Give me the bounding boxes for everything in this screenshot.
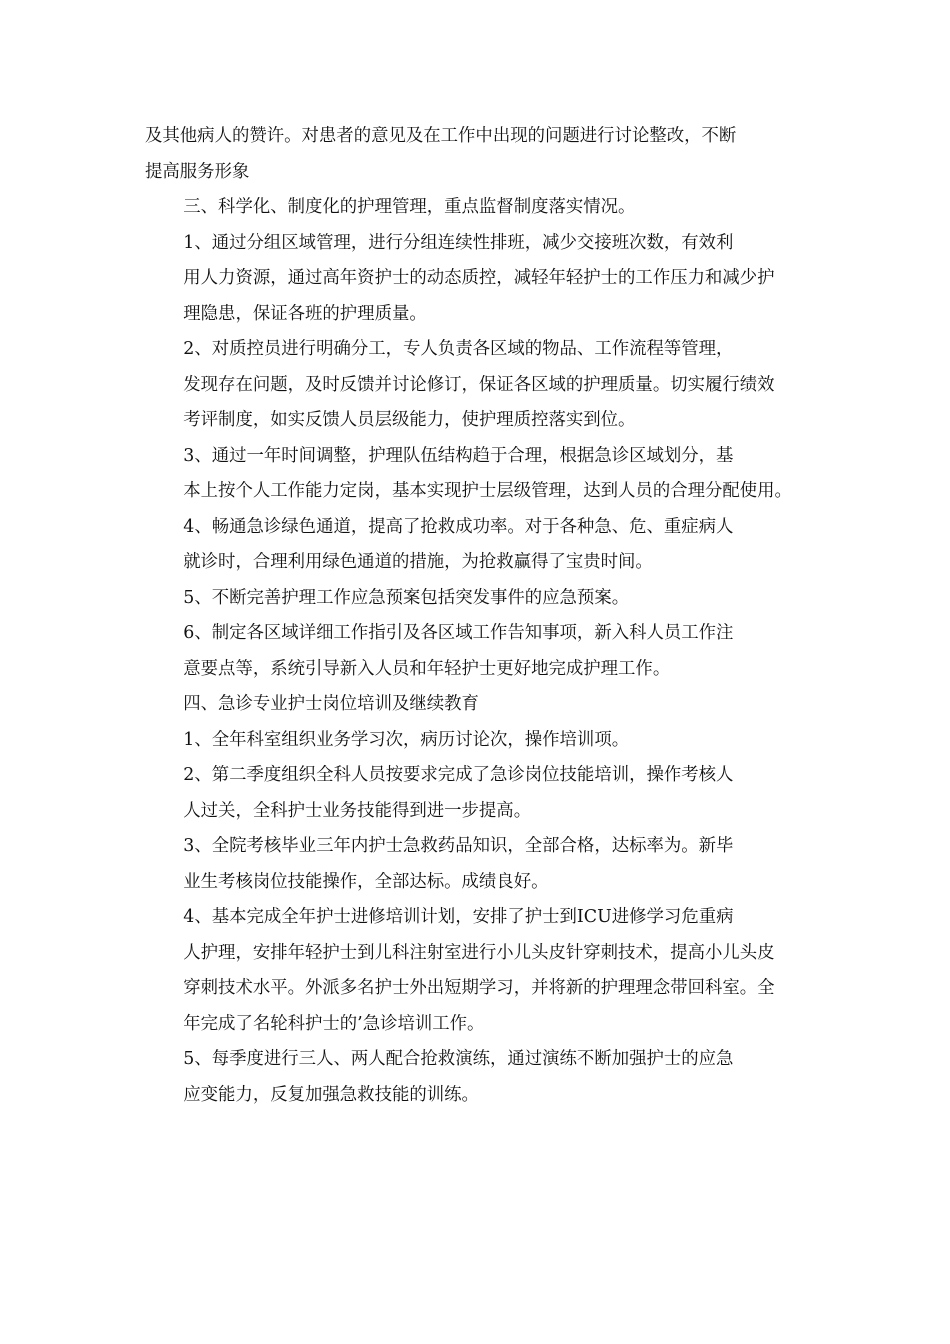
text-line: 理隐患，保证各班的护理质量。 xyxy=(183,303,427,324)
text-line: 5、每季度进行三人、两人配合抢救演练，通过演练不断加强护士的应急 xyxy=(183,1049,734,1069)
text-line: 穿刺技术水平。外派多名护士外出短期学习，并将新的护理理念带回科室。全 xyxy=(183,978,775,998)
text-line: 年完成了名轮科护士的’急诊培训工作。 xyxy=(183,1013,485,1034)
text-line: 本上按个人工作能力定岗，基本实现护士层级管理，达到人员的合理分配使用。 xyxy=(183,481,792,501)
list-item-4-3 xyxy=(145,829,810,900)
text-line: 6、制定各区域详细工作指引及各区域工作告知事项，新入科人员工作注 xyxy=(183,623,734,643)
text-line: 用人力资源，通过高年资护士的动态质控，减轻年轻护士的工作压力和减少护 xyxy=(183,268,775,288)
text-line: 四、急诊专业护士岗位培训及继续教育 xyxy=(183,694,479,714)
text-line: 业生考核岗位技能操作，全部达标。成绩良好。 xyxy=(183,871,549,892)
text-line: 3、通过一年时间调整，护理队伍结构趋于合理，根据急诊区域划分，基 xyxy=(183,445,734,466)
list-item-3-1 xyxy=(145,226,810,333)
text-line: 发现存在问题，及时反馈并讨论修订，保证各区域的护理质量。切实履行绩效 xyxy=(183,374,775,395)
section-heading-3 xyxy=(145,190,810,226)
list-item-4-1 xyxy=(145,723,810,759)
list-item-4-2 xyxy=(145,758,810,829)
list-item-3-3 xyxy=(145,439,810,510)
text-line: 应变能力，反复加强急救技能的训练。 xyxy=(183,1084,479,1105)
list-item-4-5 xyxy=(145,1042,810,1113)
paragraph-continuation xyxy=(145,119,810,190)
text-line: 人过关，全科护士业务技能得到进一步提高。 xyxy=(183,800,532,821)
text-line: 4、畅通急诊绿色通道，提高了抢救成功率。对于各种急、危、重症病人 xyxy=(183,516,734,537)
text-line: 5、不断完善护理工作应急预案包括突发事件的应急预案。 xyxy=(183,587,630,608)
list-item-3-2 xyxy=(145,332,810,439)
list-item-4-4 xyxy=(145,900,810,1042)
text-line: 三、科学化、制度化的护理管理，重点监督制度落实情况。 xyxy=(183,197,636,217)
text-line: 2、对质控员进行明确分工，专人负责各区域的物品、工作流程等管理， xyxy=(183,339,734,359)
text-line: 就诊时，合理利用绿色通道的措施，为抢救赢得了宝贵时间。 xyxy=(183,552,653,572)
text-line: 提高服务形象 xyxy=(145,161,250,182)
text-line: 4、基本完成全年护士进修培训计划，安排了护士到ICU进修学习危重病 xyxy=(183,907,734,927)
text-line: 及其他病人的赞许。对患者的意见及在工作中出现的问题进行讨论整改，不断 xyxy=(145,126,737,146)
text-line: 意要点等，系统引导新入人员和年轻护士更好地完成护理工作。 xyxy=(183,658,671,679)
document-body xyxy=(145,119,810,1113)
text-line: 2、第二季度组织全科人员按要求完成了急诊岗位技能培训，操作考核人 xyxy=(183,765,734,785)
text-line: 考评制度，如实反馈人员层级能力，使护理质控落实到位。 xyxy=(183,410,636,430)
text-line: 1、通过分组区域管理，进行分组连续性排班，减少交接班次数，有效利 xyxy=(183,232,734,253)
text-line: 3、全院考核毕业三年内护士急救药品知识，全部合格，达标率为。新毕 xyxy=(183,836,734,856)
list-item-3-6 xyxy=(145,616,810,687)
text-line: 1、全年科室组织业务学习次，病历讨论次，操作培训项。 xyxy=(183,729,630,750)
text-line: 人护理，安排年轻护士到儿科注射室进行小儿头皮针穿刺技术，提高小儿头皮 xyxy=(183,942,775,963)
list-item-3-4 xyxy=(145,510,810,581)
section-heading-4 xyxy=(145,687,810,723)
list-item-3-5 xyxy=(145,581,810,617)
